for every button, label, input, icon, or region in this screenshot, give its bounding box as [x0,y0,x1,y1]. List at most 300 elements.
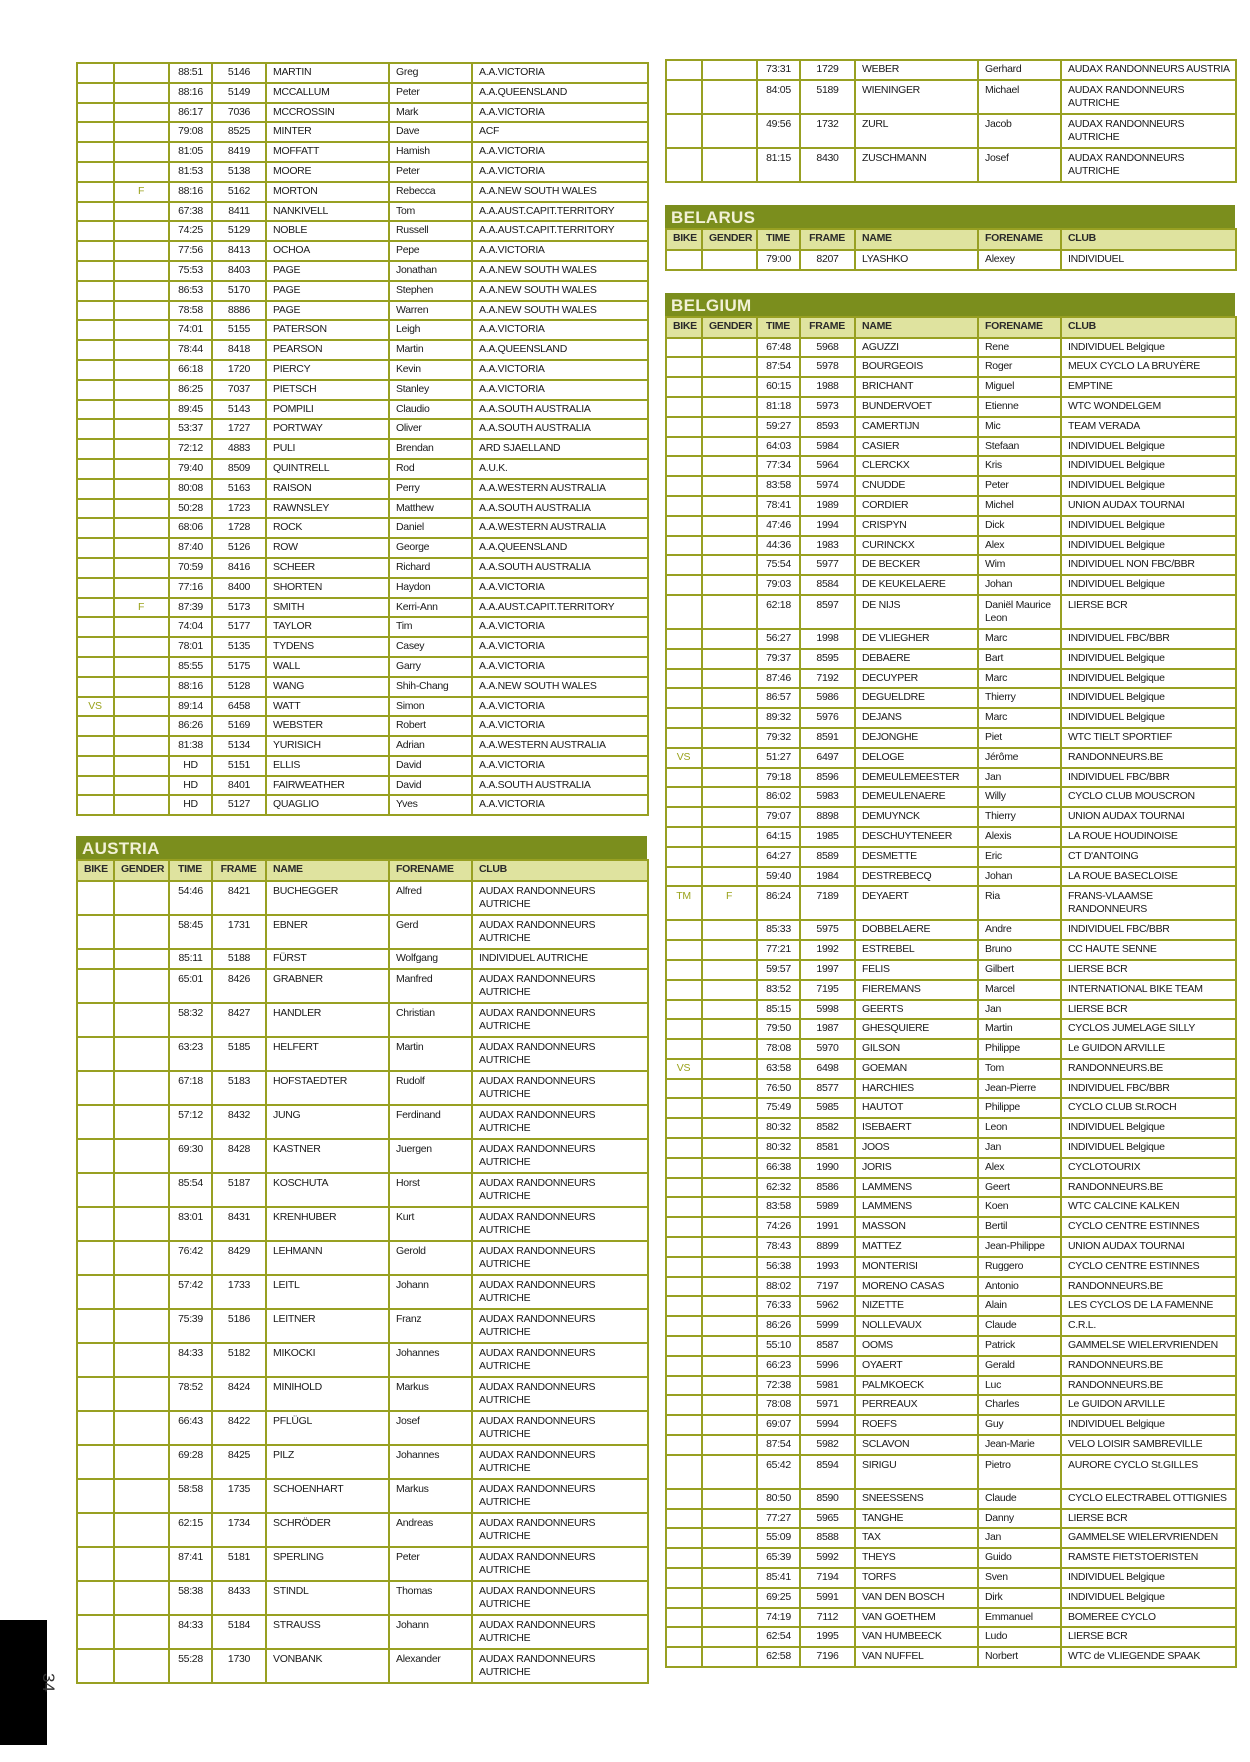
cell-name: NIZETTE [855,1296,978,1316]
cell-time: 69:25 [757,1588,800,1608]
cell-club: RANDONNEURS.BE [1061,748,1236,768]
cell-club: INDIVIDUEL Belgique [1061,516,1236,536]
table-row [77,320,648,340]
cell-club: AUDAX RANDONNEURS AUTRICHE [472,1105,648,1139]
cell-frame: 8421 [212,881,266,915]
table-row [666,1000,1236,1020]
cell-time: 79:00 [757,250,800,270]
cell-time: 58:45 [169,915,212,949]
cell-forename: Alex [978,1158,1061,1178]
cell-club: A.A.NEW SOUTH WALES [472,261,648,281]
table-row [666,1588,1236,1608]
cell-club: INDIVIDUEL Belgique [1061,1568,1236,1588]
cell-forename: Alex [978,536,1061,556]
cell-gender [114,63,169,83]
cell-club: A.A.VICTORIA [472,716,648,736]
cell-club: A.A.WESTERN AUSTRALIA [472,736,648,756]
cell-bike [666,1336,702,1356]
cell-time: 74:26 [757,1217,800,1237]
cell-forename: Andreas [389,1513,472,1547]
table-row [666,1098,1236,1118]
cell-forename: David [389,756,472,776]
cell-frame: 5977 [800,555,855,575]
cell-forename: Johannes [389,1445,472,1479]
cell-time: 69:30 [169,1139,212,1173]
cell-gender [114,281,169,301]
cell-club: Le GUIDON ARVILLE [1061,1039,1236,1059]
cell-time: 86:25 [169,380,212,400]
cell-forename: Perry [389,479,472,499]
cell-time: 78:01 [169,637,212,657]
cell-time: 74:04 [169,617,212,637]
cell-time: 55:09 [757,1528,800,1548]
cell-name: NANKIVELL [266,202,389,222]
cell-gender [702,1548,757,1568]
cell-forename: Gerd [389,915,472,949]
cell-frame: 5999 [800,1316,855,1336]
cell-forename: Marc [978,708,1061,728]
cell-frame: 1992 [800,940,855,960]
cell-bike [666,476,702,496]
cell-name: MATTEZ [855,1237,978,1257]
cell-gender [114,400,169,420]
cell-bike [77,1071,114,1105]
cell-club: CYCLOS JUMELAGE SILLY [1061,1019,1236,1039]
cell-frame: 8416 [212,558,266,578]
cell-frame: 8400 [212,578,266,598]
cell-club: A.A.SOUTH AUSTRALIA [472,400,648,420]
cell-club: A.A.AUST.CAPIT.TERRITORY [472,202,648,222]
cell-name: CNUDDE [855,476,978,496]
cell-gender [114,756,169,776]
cell-forename: Stefaan [978,437,1061,457]
cell-gender [114,736,169,756]
cell-club: Le GUIDON ARVILLE [1061,1395,1236,1415]
section-australia-continued [76,62,647,816]
left-column [76,62,647,1684]
table-row [666,920,1236,940]
cell-club: A.A.VICTORIA [472,162,648,182]
cell-forename: Brendan [389,439,472,459]
cell-forename: Peter [389,83,472,103]
table-row [666,250,1236,270]
cell-club: GAMMELSE WIELERVRIENDEN [1061,1528,1236,1548]
cell-name: ROCK [266,518,389,538]
cell-club: BOMEREE CYCLO [1061,1608,1236,1628]
cell-bike [77,1445,114,1479]
cell-name: FÜRST [266,949,389,969]
cell-forename: Rudolf [389,1071,472,1105]
table-row [77,380,648,400]
cell-time: 77:27 [757,1509,800,1529]
cell-forename: Dave [389,122,472,142]
table-row [77,162,648,182]
cell-forename: Gerold [389,1241,472,1275]
cell-gender [114,1411,169,1445]
table-row [77,122,648,142]
cell-frame: 1720 [212,360,266,380]
cell-gender [702,536,757,556]
cell-club: A.A.VICTORIA [472,380,648,400]
column-header-name: NAME [855,229,978,250]
cell-gender [702,980,757,1000]
cell-gender [702,629,757,649]
cell-name: MORTON [266,182,389,202]
cell-club: AUDAX RANDONNEURS AUTRICHE [472,1649,648,1683]
cell-frame: 6497 [800,748,855,768]
cell-club: CYCLOTOURIX [1061,1158,1236,1178]
cell-forename: Gerald [978,1356,1061,1376]
cell-bike [666,1118,702,1138]
cell-gender [702,787,757,807]
cell-time: 66:43 [169,1411,212,1445]
cell-club: AUDAX RANDONNEURS AUTRICHE [472,1343,648,1377]
cell-forename: Dick [978,516,1061,536]
cell-name: DOBBELAERE [855,920,978,940]
cell-gender [702,1415,757,1435]
cell-name: MOORE [266,162,389,182]
cell-forename: Tim [389,617,472,637]
cell-gender [702,148,757,182]
cell-forename: Philippe [978,1039,1061,1059]
cell-frame: 6458 [212,697,266,717]
cell-gender [702,476,757,496]
cell-name: FAIRWEATHER [266,776,389,796]
cell-bike [666,357,702,377]
cell-forename: Claude [978,1489,1061,1509]
cell-bike [77,637,114,657]
cell-gender [702,575,757,595]
cell-bike [77,677,114,697]
column-header-club: CLUB [472,860,648,881]
table-row [666,476,1236,496]
cell-gender [114,439,169,459]
cell-gender [114,558,169,578]
cell-gender [702,1118,757,1138]
cell-time: 54:46 [169,881,212,915]
cell-forename: Guy [978,1415,1061,1435]
cell-forename: Greg [389,63,472,83]
cell-frame: 1985 [800,827,855,847]
cell-gender [114,499,169,519]
cell-frame: 7197 [800,1277,855,1297]
cell-bike [77,63,114,83]
cell-forename: Thierry [978,688,1061,708]
table-row [77,598,648,618]
cell-time: 60:15 [757,377,800,397]
cell-bike [666,787,702,807]
column-header-frame: FRAME [800,229,855,250]
cell-time: 62:58 [757,1647,800,1667]
table-row [77,677,648,697]
cell-frame: 7195 [800,980,855,1000]
cell-bike [77,518,114,538]
cell-name: WALL [266,657,389,677]
cell-forename: Kerri-Ann [389,598,472,618]
cell-bike [77,499,114,519]
cell-bike [77,439,114,459]
cell-name: PERREAUX [855,1395,978,1415]
cell-name: JOOS [855,1138,978,1158]
cell-gender [114,1241,169,1275]
cell-name: DEYAERT [855,886,978,920]
cell-frame: 8525 [212,122,266,142]
cell-name: HANDLER [266,1003,389,1037]
cell-frame: 5187 [212,1173,266,1207]
cell-frame: 8427 [212,1003,266,1037]
cell-name: DEMUYNCK [855,807,978,827]
cell-gender [702,920,757,940]
results-table [665,59,1237,183]
cell-frame: 1727 [212,419,266,439]
column-header-bike: BIKE [666,317,702,338]
cell-forename: Pietro [978,1455,1061,1489]
cell-bike [666,1455,702,1489]
cell-time: 87:54 [757,1435,800,1455]
table-row [666,748,1236,768]
cell-gender [702,1000,757,1020]
table-row [77,716,648,736]
cell-name: OYAERT [855,1356,978,1376]
cell-frame: 5971 [800,1395,855,1415]
cell-bike [77,459,114,479]
cell-forename: Leigh [389,320,472,340]
cell-bike [77,949,114,969]
cell-frame: 5975 [800,920,855,940]
cell-name: HELFERT [266,1037,389,1071]
cell-gender [702,1509,757,1529]
cell-forename: Yves [389,795,472,815]
cell-club: CYCLO CENTRE ESTINNES [1061,1257,1236,1277]
cell-frame: 1723 [212,499,266,519]
cell-club: RANDONNEURS.BE [1061,1356,1236,1376]
table-row [77,1207,648,1241]
cell-bike [77,578,114,598]
cell-forename: Shih-Chang [389,677,472,697]
table-row [666,1336,1236,1356]
cell-bike [77,221,114,241]
table-row [666,867,1236,887]
cell-club: INDIVIDUEL Belgique [1061,476,1236,496]
cell-forename: Claude [978,1316,1061,1336]
cell-time: 80:32 [757,1118,800,1138]
cell-forename: Oliver [389,419,472,439]
cell-bike [77,1479,114,1513]
cell-forename: Peter [389,162,472,182]
cell-name: DEMEULEMEESTER [855,768,978,788]
cell-club: A.A.VICTORIA [472,360,648,380]
table-row [666,1316,1236,1336]
cell-club: INDIVIDUEL FBC/BBR [1061,768,1236,788]
cell-forename: Franz [389,1309,472,1343]
cell-frame: 8577 [800,1079,855,1099]
cell-name: GOEMAN [855,1059,978,1079]
cell-forename: Emmanuel [978,1608,1061,1628]
cell-gender [702,437,757,457]
cell-frame: 8401 [212,776,266,796]
cell-name: STINDL [266,1581,389,1615]
cell-bike [77,915,114,949]
cell-club: CT D'ANTOING [1061,847,1236,867]
cell-frame: 5984 [800,437,855,457]
cell-club: WTC WONDELGEM [1061,397,1236,417]
table-row [77,301,648,321]
cell-forename: Michael [978,80,1061,114]
cell-frame: 5127 [212,795,266,815]
cell-bike [666,1000,702,1020]
cell-bike [77,380,114,400]
cell-name: GHESQUIERE [855,1019,978,1039]
results-table [76,62,649,816]
cell-forename: Jonathan [389,261,472,281]
column-header-club: CLUB [1061,229,1236,250]
cell-name: DECUYPER [855,669,978,689]
table-row [666,886,1236,920]
cell-club: A.A.VICTORIA [472,617,648,637]
cell-time: 66:38 [757,1158,800,1178]
cell-time: 88:16 [169,83,212,103]
cell-name: TAYLOR [266,617,389,637]
cell-bike [77,1309,114,1343]
cell-name: VAN GOETHEM [855,1608,978,1628]
country-heading: BELGIUM [665,293,1235,316]
cell-frame: 8430 [800,148,855,182]
table-row [77,439,648,459]
cell-forename: Marc [978,669,1061,689]
cell-bike [666,649,702,669]
cell-club: A.A.QUEENSLAND [472,83,648,103]
cell-name: LAMMENS [855,1178,978,1198]
cell-frame: 8582 [800,1118,855,1138]
table-row [666,768,1236,788]
cell-forename: Johan [978,867,1061,887]
cell-club: MEUX CYCLO LA BRUYÈRE [1061,357,1236,377]
cell-gender [702,417,757,437]
cell-gender [702,1197,757,1217]
cell-forename: Daniël Maurice Leon [978,595,1061,629]
cell-time: 79:37 [757,649,800,669]
cell-club: CYCLO CENTRE ESTINNES [1061,1217,1236,1237]
cell-name: RAISON [266,479,389,499]
cell-gender [702,496,757,516]
cell-time: 78:43 [757,1237,800,1257]
cell-frame: 8422 [212,1411,266,1445]
cell-bike [666,1647,702,1667]
cell-frame: 8587 [800,1336,855,1356]
cell-time: 79:08 [169,122,212,142]
cell-time: 59:27 [757,417,800,437]
cell-time: 87:54 [757,357,800,377]
table-row [77,182,648,202]
cell-club: A.A.NEW SOUTH WALES [472,182,648,202]
cell-time: 84:33 [169,1615,212,1649]
cell-time: 78:08 [757,1395,800,1415]
table-row [77,1547,648,1581]
cell-bike [77,1207,114,1241]
cell-time: 59:57 [757,960,800,980]
cell-gender [702,1435,757,1455]
column-header-frame: FRAME [212,860,266,881]
cell-frame: 5986 [800,688,855,708]
cell-club: LIERSE BCR [1061,1509,1236,1529]
cell-frame: 5982 [800,1435,855,1455]
cell-club: A.A.VICTORIA [472,657,648,677]
cell-gender [114,657,169,677]
cell-frame: 5151 [212,756,266,776]
cell-frame: 1995 [800,1627,855,1647]
cell-club: A.A.SOUTH AUSTRALIA [472,499,648,519]
cell-club: INDIVIDUEL Belgique [1061,669,1236,689]
cell-bike [666,1296,702,1316]
cell-bike [666,629,702,649]
cell-frame: 7037 [212,380,266,400]
cell-frame: 5185 [212,1037,266,1071]
country-heading: AUSTRIA [76,836,647,859]
table-row [77,241,648,261]
cell-bike [666,397,702,417]
table-row [77,1037,648,1071]
cell-gender [702,688,757,708]
table-row [666,516,1236,536]
table-row [666,496,1236,516]
cell-frame: 8596 [800,768,855,788]
cell-name: DE KEUKELAERE [855,575,978,595]
cell-forename: Gilbert [978,960,1061,980]
cell-name: HOFSTAEDTER [266,1071,389,1105]
cell-name: MIKOCKI [266,1343,389,1377]
cell-bike [666,1178,702,1198]
table-row [77,756,648,776]
cell-time: 78:41 [757,496,800,516]
cell-time: 85:11 [169,949,212,969]
cell-gender [702,357,757,377]
cell-forename: Casey [389,637,472,657]
cell-time: 88:16 [169,677,212,697]
cell-bike [77,598,114,618]
table-row [77,949,648,969]
cell-frame: 4883 [212,439,266,459]
cell-gender [702,1158,757,1178]
cell-forename: Josef [389,1411,472,1445]
table-row [666,1138,1236,1158]
cell-name: VAN DEN BOSCH [855,1588,978,1608]
cell-bike [666,456,702,476]
cell-time: HD [169,776,212,796]
cell-bike [666,1237,702,1257]
cell-forename: Thierry [978,807,1061,827]
cell-gender [114,479,169,499]
cell-time: 86:24 [757,886,800,920]
cell-name: WEBSTER [266,716,389,736]
cell-club: INDIVIDUEL Belgique [1061,338,1236,358]
cell-bike [666,1257,702,1277]
cell-time: 85:54 [169,1173,212,1207]
cell-bike [77,1105,114,1139]
cell-name: PATERSON [266,320,389,340]
cell-frame: 8431 [212,1207,266,1241]
cell-name: DESCHUYTENEER [855,827,978,847]
cell-forename: Eric [978,847,1061,867]
cell-frame: 1728 [212,518,266,538]
cell-name: VAN NUFFEL [855,1647,978,1667]
section-austria-continued [665,59,1235,183]
cell-forename: Ferdinand [389,1105,472,1139]
cell-time: 67:18 [169,1071,212,1105]
cell-bike [666,1079,702,1099]
cell-name: KOSCHUTA [266,1173,389,1207]
cell-club: CYCLO CLUB MOUSCRON [1061,787,1236,807]
cell-bike [77,103,114,123]
